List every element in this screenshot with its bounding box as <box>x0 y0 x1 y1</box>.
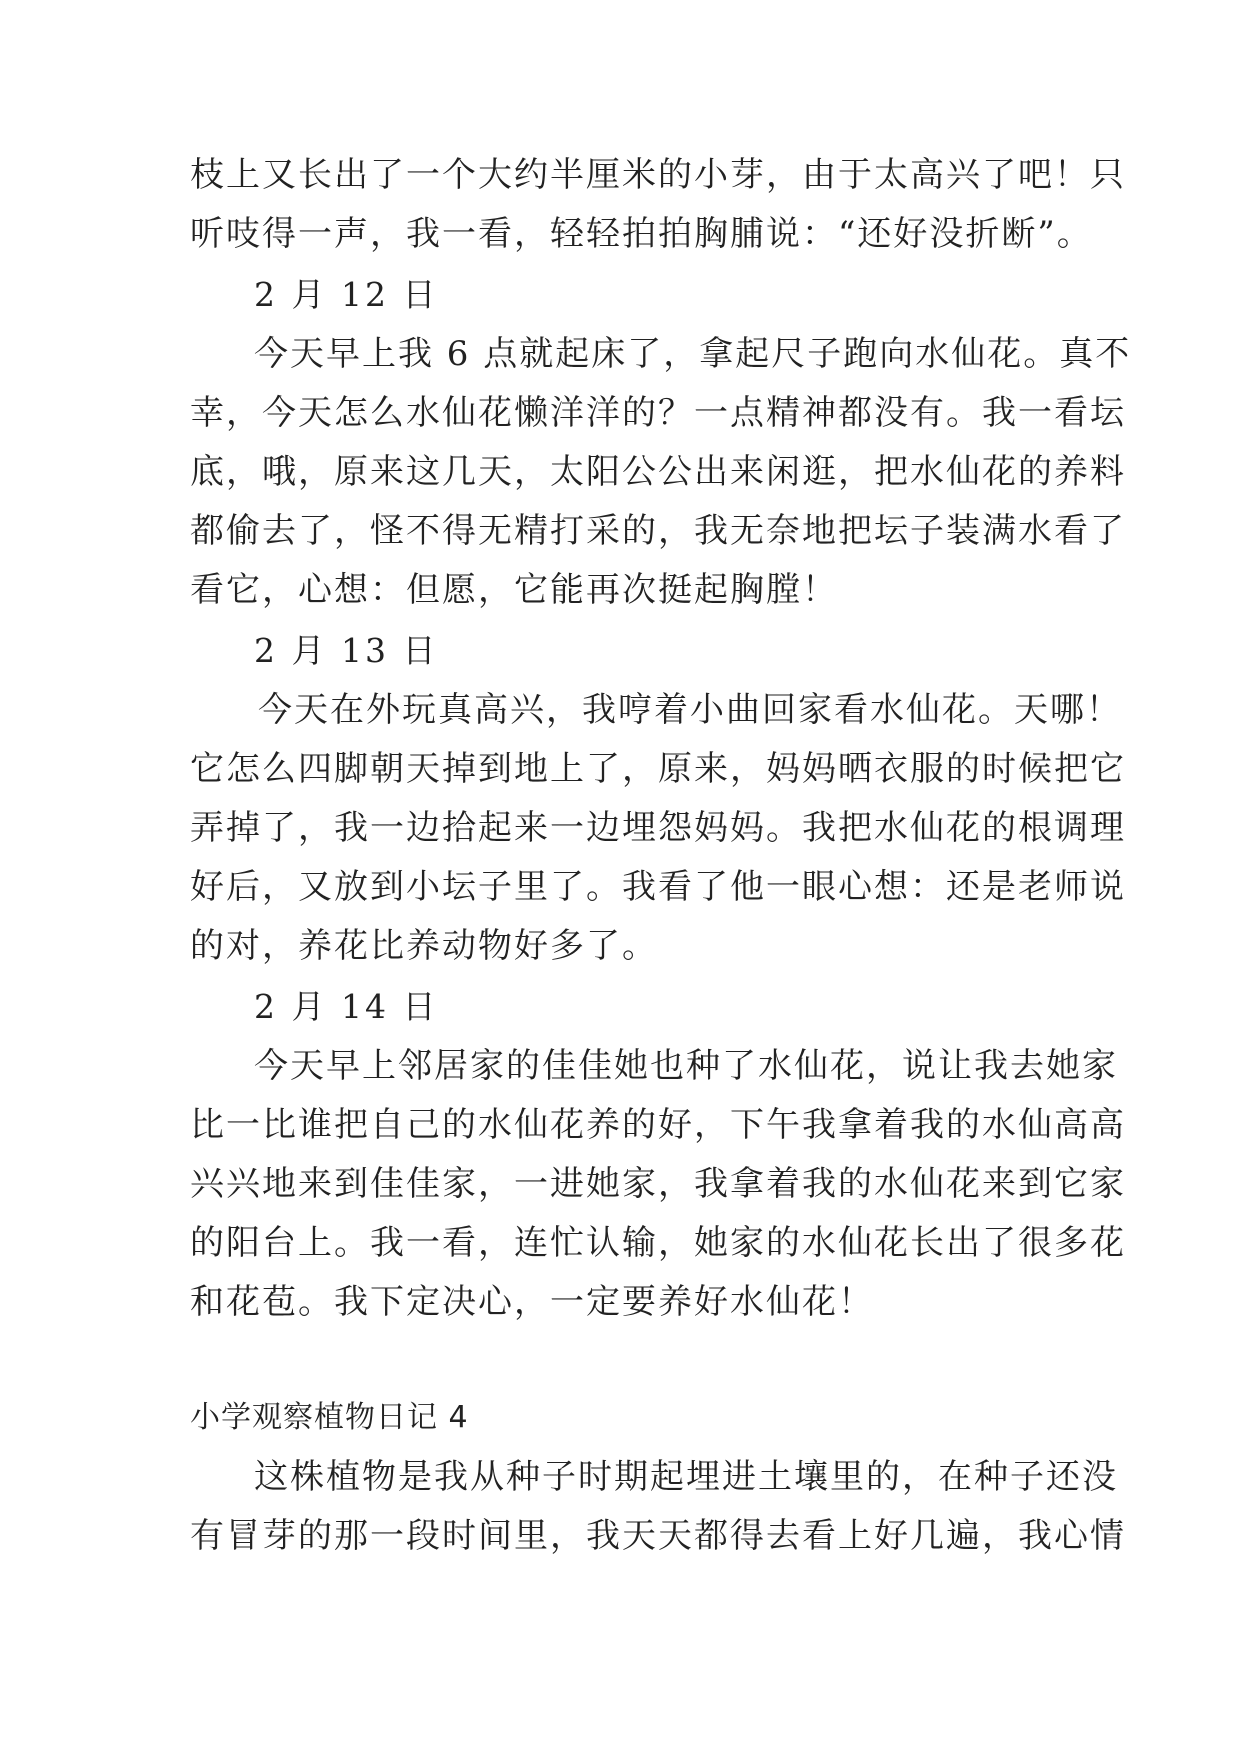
paragraph-line: 的对，养花比养动物好多了。 <box>190 926 658 966</box>
diary-date: 2 月 14 日 <box>254 987 439 1026</box>
paragraph-line: 今天早上邻居家的佳佳她也种了水仙花，说让我去她家 <box>254 1046 1118 1086</box>
paragraph-line: 今天早上我 6 点就起床了，拿起尺子跑向水仙花。真不 <box>254 334 1132 374</box>
paragraph-line: 有冒芽的那一段时间里，我天天都得去看上好几遍，我心情 <box>190 1516 1126 1556</box>
paragraph-line: 它怎么四脚朝天掉到地上了，原来，妈妈晒衣服的时候把它 <box>190 749 1126 789</box>
paragraph-line: 都偷去了，怪不得无精打采的，我无奈地把坛子装满水看了 <box>190 511 1126 551</box>
paragraph-line: 比一比谁把自己的水仙花养的好，下午我拿着我的水仙高高 <box>190 1105 1126 1145</box>
paragraph-line: 底，哦，原来这几天，太阳公公出来闲逛，把水仙花的养料 <box>190 452 1126 492</box>
paragraph-line: 和花苞。我下定决心，一定要养好水仙花！ <box>190 1282 874 1322</box>
paragraph-line: 看它，心想：但愿，它能再次挺起胸膛！ <box>190 570 838 610</box>
paragraph-line: 枝上又长出了一个大约半厘米的小芽，由于太高兴了吧！只 <box>190 155 1126 195</box>
paragraph-line: 幸，今天怎么水仙花懒洋洋的？一点精神都没有。我一看坛 <box>190 393 1126 433</box>
paragraph-line: 今天在外玩真高兴，我哼着小曲回家看水仙花。天哪！ <box>258 690 1122 730</box>
paragraph-line: 兴兴地来到佳佳家，一进她家，我拿着我的水仙花来到它家 <box>190 1164 1126 1204</box>
paragraph-line: 听吱得一声，我一看，轻轻拍拍胸脯说：“还好没折断”。 <box>190 214 1093 254</box>
section-title: 小学观察植物日记 4 <box>190 1400 469 1435</box>
paragraph-line: 的阳台上。我一看，连忙认输，她家的水仙花长出了很多花 <box>190 1223 1126 1263</box>
diary-date: 2 月 12 日 <box>254 275 439 314</box>
diary-date: 2 月 13 日 <box>254 631 439 670</box>
paragraph-line: 好后，又放到小坛子里了。我看了他一眼心想：还是老师说 <box>190 867 1126 907</box>
paragraph-line: 弄掉了，我一边拾起来一边埋怨妈妈。我把水仙花的根调理 <box>190 808 1126 848</box>
paragraph-line: 这株植物是我从种子时期起埋进土壤里的，在种子还没 <box>254 1457 1118 1497</box>
